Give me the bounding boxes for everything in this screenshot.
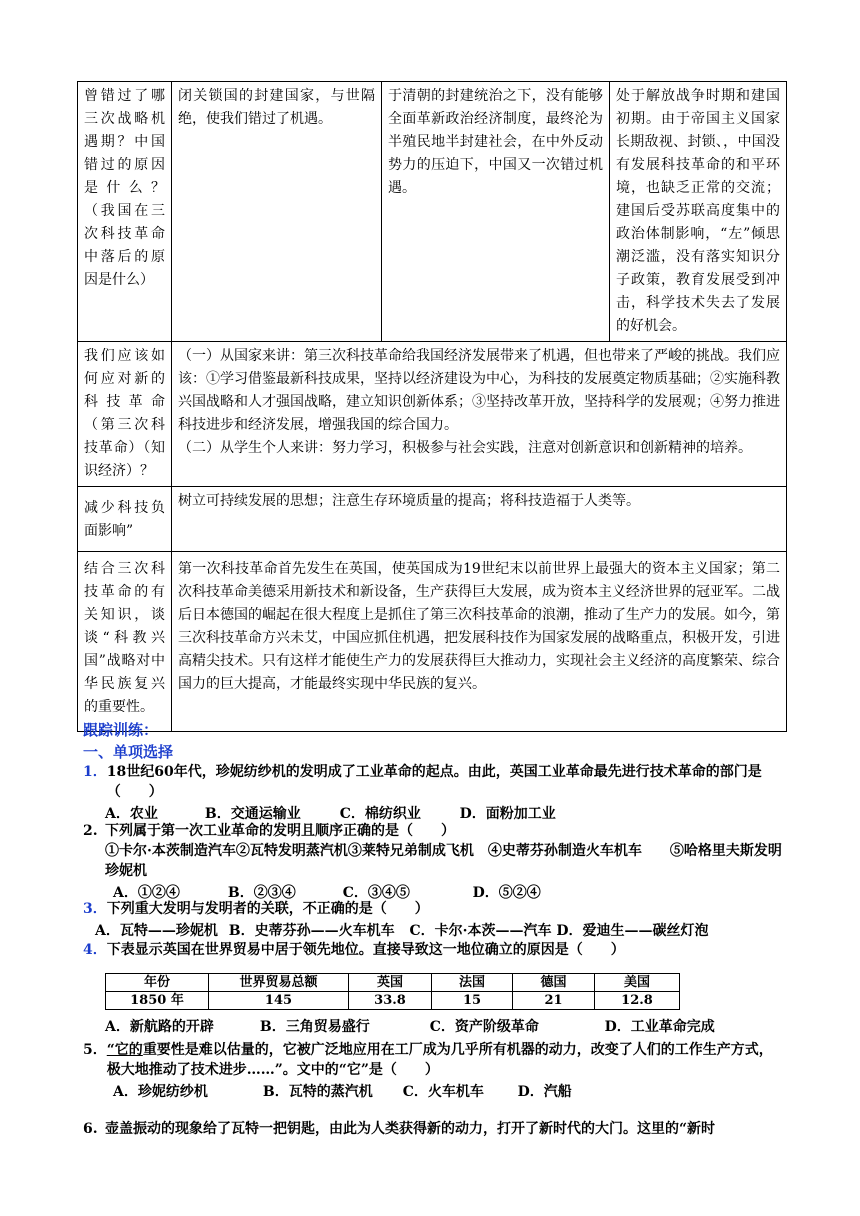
- table-row: [78, 552, 787, 732]
- option-d: D．爱迪生——碳丝灯泡: [556, 923, 709, 939]
- question-number: 6.: [83, 1121, 98, 1137]
- table-row: [78, 82, 787, 342]
- question-number: 4．: [83, 942, 107, 958]
- option-a: A．瓦特——珍妮机: [95, 923, 218, 939]
- question-items: ①卡尔·本茨制造汽车②瓦特发明蒸汽机③莱特兄弟制成飞机 ④史蒂芬孙制造火车机车 ⑤哈格里夫斯发明珍妮机: [105, 843, 782, 879]
- option-c: C．③④⑤: [342, 885, 410, 901]
- option-a: A．①②④: [113, 885, 180, 901]
- row-question: 曾错过了哪三次战略机遇期？中国错过的原因是什么？（我国在三次科技革命中落后的原因是什么）: [78, 82, 172, 342]
- option-c: C．棉纺织业: [339, 806, 421, 822]
- option-b: B．史蒂芬孙——火车机车: [228, 923, 395, 939]
- table-header-row: [106, 974, 680, 992]
- option-c: C．火车机车: [402, 1084, 484, 1100]
- option-c: C．卡尔·本茨——汽车: [409, 923, 552, 939]
- column-header: 法国: [432, 974, 513, 992]
- column-header: 德国: [513, 974, 595, 992]
- question-4-options: [105, 1017, 805, 1037]
- option-a: A．农业: [105, 806, 158, 822]
- table-cell: [172, 342, 787, 487]
- underlined-text: “它的: [106, 1042, 143, 1058]
- question-number: 1．: [83, 764, 107, 780]
- question-text: 下列属于第一次工业革命的发明且顺序正确的是（ ）: [105, 823, 455, 839]
- question-3: [83, 899, 803, 941]
- question-number: 3．: [83, 901, 107, 917]
- trade-table: [105, 973, 680, 1010]
- column-header: 年份: [106, 974, 209, 992]
- table-row: [78, 342, 787, 487]
- table-cell: 处于解放战争时期和建国初期。由于帝国主义国家长期敌视、封锁、，中国没有发展科技革命的和平环境，也缺乏正常的交流；建国后受苏联高度集中的政治体制影响，“左”倾思潮泛滥，没有落实知识分子政策，教育发展受到冲击，科学技术失去了发展的好机会。: [610, 82, 787, 342]
- table-row: [106, 992, 680, 1010]
- table-cell: 21: [513, 992, 595, 1010]
- option-a: A．珍妮纺纱机: [113, 1084, 208, 1100]
- answer-paragraph: （一）从国家来讲：第三次科技革命给我国经济发展带来了机遇，但也带来了严峻的挑战。我们应该：①学习借鉴最新科技成果，坚持以经济建设为中心，为科技的发展奠定物质基础；②实施科教兴国战略和人才强国战略，建立知识创新体系；③坚持改革开放，坚持科学的发展观；④努力推进科技进步和经济发展，增强我国的综合国力。: [178, 348, 780, 433]
- table-cell: 145: [209, 992, 349, 1010]
- option-b: B．②③④: [227, 885, 296, 901]
- table-row: [78, 487, 787, 552]
- question-text: 下列重大发明与发明者的关联，不正确的是（ ）: [106, 901, 429, 917]
- option-d: D．汽船: [517, 1084, 572, 1100]
- option-a: A．新航路的开辟: [105, 1019, 214, 1035]
- column-header: 世界贸易总额: [209, 974, 349, 992]
- option-b: B．三角贸易盛行: [259, 1019, 370, 1035]
- question-number: 5．: [83, 1042, 107, 1058]
- table-cell: 1850 年: [106, 992, 209, 1010]
- option-d: D．面粉加工业: [459, 806, 556, 822]
- table-cell: 第一次科技革命首先发生在英国，使英国成为19世纪末以前世界上最强大的资本主义国家；第二次科技革命美德采用新技术和新设备，生产获得巨大发展，成为资本主义经济世界的冠亚军。二战后日本德国的崛起在很大程度上是抓住了第三次科技革命的浪潮，推动了生产力的发展。如今，第三次科技革命方兴未艾，中国应抓住机遇，把发展科技作为国家发展的战略重点，积极开发，引进高精尖技术。只有这样才能使生产力的发展获得巨大推动力，实现社会主义经济的高度繁荣、综合国力的巨大提高，才能最终实现中华民族的复兴。: [172, 552, 787, 732]
- table-cell: 12.8: [595, 992, 680, 1010]
- option-d: D．⑤②④: [472, 885, 541, 901]
- question-text: 18世纪60年代，珍妮纺纱机的发明成了工业革命的起点。由此，英国工业革命最先进行技术革命的部门是（ ）: [106, 764, 762, 800]
- question-text: 壶盖振动的现象给了瓦特一把钥匙，由此为人类获得新的动力，打开了新时代的大门。这里的“新时: [105, 1121, 716, 1137]
- table-cell: 于清朝的封建统治之下，没有能够全面革新政治经济制度，最终沦为半殖民地半封建社会，在中外反动势力的压迫下，中国又一次错过机遇。: [382, 82, 610, 342]
- question-text: 重要性是难以估量的，它被广泛地应用在工厂成为几乎所有机器的动力，改变了人们的工作生产方式，极大地推动了技术进步……”。文中的“它”是（ ）: [106, 1042, 773, 1078]
- table-cell: 树立可持续发展的思想；注意生存环境质量的提高；将科技造福于人类等。: [172, 487, 787, 552]
- column-header: 美国: [595, 974, 680, 992]
- answer-paragraph: （二）从学生个人来讲：努力学习，积极参与社会实践，注意对创新意识和创新精神的培养。: [178, 440, 752, 456]
- option-d: D．工业革命完成: [604, 1019, 715, 1035]
- column-header: 英国: [349, 974, 432, 992]
- question-4: [83, 940, 783, 960]
- option-b: B．瓦特的蒸汽机: [262, 1084, 373, 1100]
- row-question: 结合三次科技革命的有关知识，谈谈“科教兴国”战略对中华民族复兴的重要性。: [78, 552, 172, 732]
- sub-title: 一、单项选择: [83, 743, 174, 761]
- option-b: B．交通运输业: [204, 806, 301, 822]
- table-cell: 闭关锁国的封建国家，与世隔绝，使我们错过了机遇。: [172, 82, 382, 342]
- table-cell: 33.8: [349, 992, 432, 1010]
- section-title: 跟踪训练：: [83, 721, 159, 739]
- review-table: [77, 81, 787, 732]
- question-6: [83, 1119, 783, 1139]
- question-2: [83, 821, 783, 903]
- question-1: [83, 762, 783, 824]
- question-number: 2.: [83, 823, 98, 839]
- row-question: 减少科技负面影响”: [78, 487, 172, 552]
- table-cell: 15: [432, 992, 513, 1010]
- row-question: 我们应该如何应对新的科技革命（第三次科技革命）（知识经济）？: [78, 342, 172, 487]
- question-5: [83, 1040, 783, 1102]
- option-c: C．资产阶级革命: [429, 1019, 539, 1035]
- question-text: 下表显示英国在世界贸易中居于领先地位。直接导致这一地位确立的原因是（ ）: [106, 942, 625, 958]
